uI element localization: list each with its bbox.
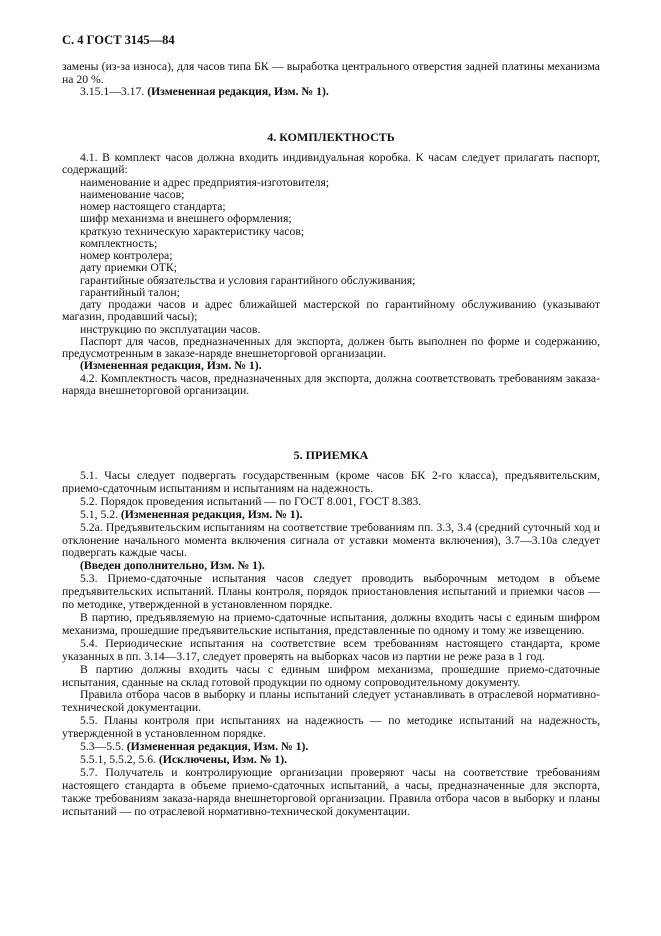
- paragraph-text: инструкцию по эксплуатации часов.: [80, 322, 261, 336]
- paragraph: [62, 689, 600, 715]
- section-5-body: [62, 470, 600, 818]
- paragraph-text: 5.3. Приемо-сдаточные испытания часов следует проводить выборочным методом в объеме предъявительских испытаний. Планы контроля, порядок приостановления испытаний и приемки часов — по методике, утвержденной в установленном порядке.: [62, 572, 600, 612]
- intro-text: [62, 61, 600, 99]
- paragraph-text: 4.1. В комплект часов должна входить индивидуальная коробка. К часам следует прилагать паспорт, содержащий:: [62, 151, 600, 177]
- amendment-note: (Измененная редакция, Изм. № 1).: [80, 359, 262, 373]
- paragraph: [62, 152, 600, 177]
- paragraph-text: номер контролера;: [80, 249, 173, 262]
- paragraph-text: 5.4. Периодические испытания на соответствие всем требованиям настоящего стандарта, кроме указанных в пп. 3.14—3.17, следует проверять на выборках часов из партии не реже раза в 1 год.: [62, 636, 600, 663]
- paragraph-text: 5.3—5.5.: [80, 740, 127, 754]
- paragraph: [62, 522, 600, 561]
- paragraph-text: Правила отбора часов в выборку и планы испытаний следует устанавливать в отраслевой нормативно-технической документации.: [62, 688, 600, 715]
- paragraph-text: 5.1. Часы следует подвергать государственным (кроме часов БК 2-го класса), предъявительским, приемо-сдаточным испытаниям и испытаниям на надежность.: [62, 469, 600, 495]
- paragraph: [62, 715, 600, 741]
- paragraph-text: комплектность;: [80, 236, 158, 250]
- paragraph-text: 5.5.1, 5.5.2, 5.6.: [80, 752, 159, 766]
- page-header: С. 4 ГОСТ 3145—84: [62, 33, 175, 47]
- paragraph-text: 5.2. Порядок проведения испытаний — по ГОСТ 8.001, ГОСТ 8.383.: [80, 494, 422, 508]
- paragraph-text: гарантийные обязательства и условия гарантийного обслуживания;: [80, 273, 416, 287]
- section-4-title: 4. КОМПЛЕКТНОСТЬ: [267, 130, 395, 144]
- paragraph: [62, 373, 600, 398]
- paragraph-text: краткую техническую характеристику часов;: [80, 224, 305, 238]
- paragraph-text: 4.2. Комплектность часов, предназначенных для экспорта, должна соответствовать требованиям заказа-наряда внешнеторговой организации.: [62, 371, 600, 397]
- paragraph: [62, 470, 600, 496]
- paragraph-text: шифр механизма и внешнего оформления;: [80, 212, 292, 226]
- paragraph-text: гарантийный талон;: [80, 285, 180, 299]
- paragraph-text: дату продажи часов и адрес ближайшей мастерской по гарантийному обслуживанию (указывают магазин, продавший часы);: [62, 298, 600, 324]
- paragraph-text: наименование часов;: [80, 187, 185, 201]
- paragraph: [62, 86, 600, 99]
- paragraph-text: 5.2а. Предъявительским испытаниям на соответствие требованиям пп. 3.3, 3.4 (средний суточный ход и отклонение начального момента включения сигнала от уставки момента включения), 3.7—3.10а следует подвергать каждые часы.: [62, 520, 600, 560]
- paragraph-text: Паспорт для часов, предназначенных для экспорта, должен быть выполнен по форме и содержанию, предусмотренным в заказе-наряде внешнеторговой организации.: [62, 334, 600, 360]
- amendment-note: (Исключены, Изм. № 1).: [158, 752, 288, 766]
- paragraph: [62, 767, 600, 819]
- paragraph-text: наименование и адрес предприятия-изготовителя;: [80, 175, 330, 189]
- section-4-body: [62, 152, 600, 397]
- paragraph: [62, 573, 600, 612]
- amendment-note: (Измененная редакция, Изм. № 1).: [147, 85, 329, 98]
- paragraph: [62, 61, 600, 86]
- paragraph: [62, 638, 600, 664]
- paragraph-text: номер настоящего стандарта;: [80, 200, 226, 213]
- paragraph-text: 5.5. Планы контроля при испытаниях на надежность — по методике испытаний на надежность, утвержденной в установленном порядке.: [62, 714, 600, 741]
- paragraph: [62, 336, 600, 361]
- paragraph-text: В партию, предъявляемую на приемо-сдаточные испытания, должны входить часы с единым шифром механизма, прошедшие предъявительские испытания, представленные по одному и тому же извещению.: [62, 610, 600, 637]
- paragraph-text: 3.15.1—3.17.: [80, 85, 148, 98]
- paragraph-text: В партию должны входить часы с единым шифром механизма, прошедшие приемо-сдаточные испытания, сданные на склад готовой продукции по одному сопроводительному документу.: [62, 662, 600, 689]
- amendment-note: (Измененная редакция, Изм. № 1).: [120, 507, 303, 521]
- paragraph-text: замены (из-за износа), для часов типа БК — выработка центрального отверстия задней платины механизма на 20 %.: [62, 60, 600, 86]
- paragraph-text: дату приемки ОТК;: [80, 261, 177, 275]
- amendment-note: (Измененная редакция, Изм. № 1).: [126, 740, 309, 754]
- paragraph: [62, 612, 600, 638]
- paragraph: [62, 299, 600, 324]
- paragraph-text: 5.1, 5.2.: [80, 507, 121, 521]
- paragraph: [62, 664, 600, 690]
- amendment-note: (Введен дополнительно, Изм. № 1).: [80, 559, 265, 573]
- section-5-title: 5. ПРИЕМКА: [293, 448, 369, 462]
- paragraph-text: 5.7. Получатель и контролирующие организации проверяют часы на соответствие требованиям настоящего стандарта в объеме приемо-сдаточных испытаний, а часы, предназначенные для экспорта, также требованиям заказа-наряда внешнеторговой организации. Правила отбора часов в выборку и планы испытаний — по отраслевой нормативно-технической документации.: [62, 765, 600, 818]
